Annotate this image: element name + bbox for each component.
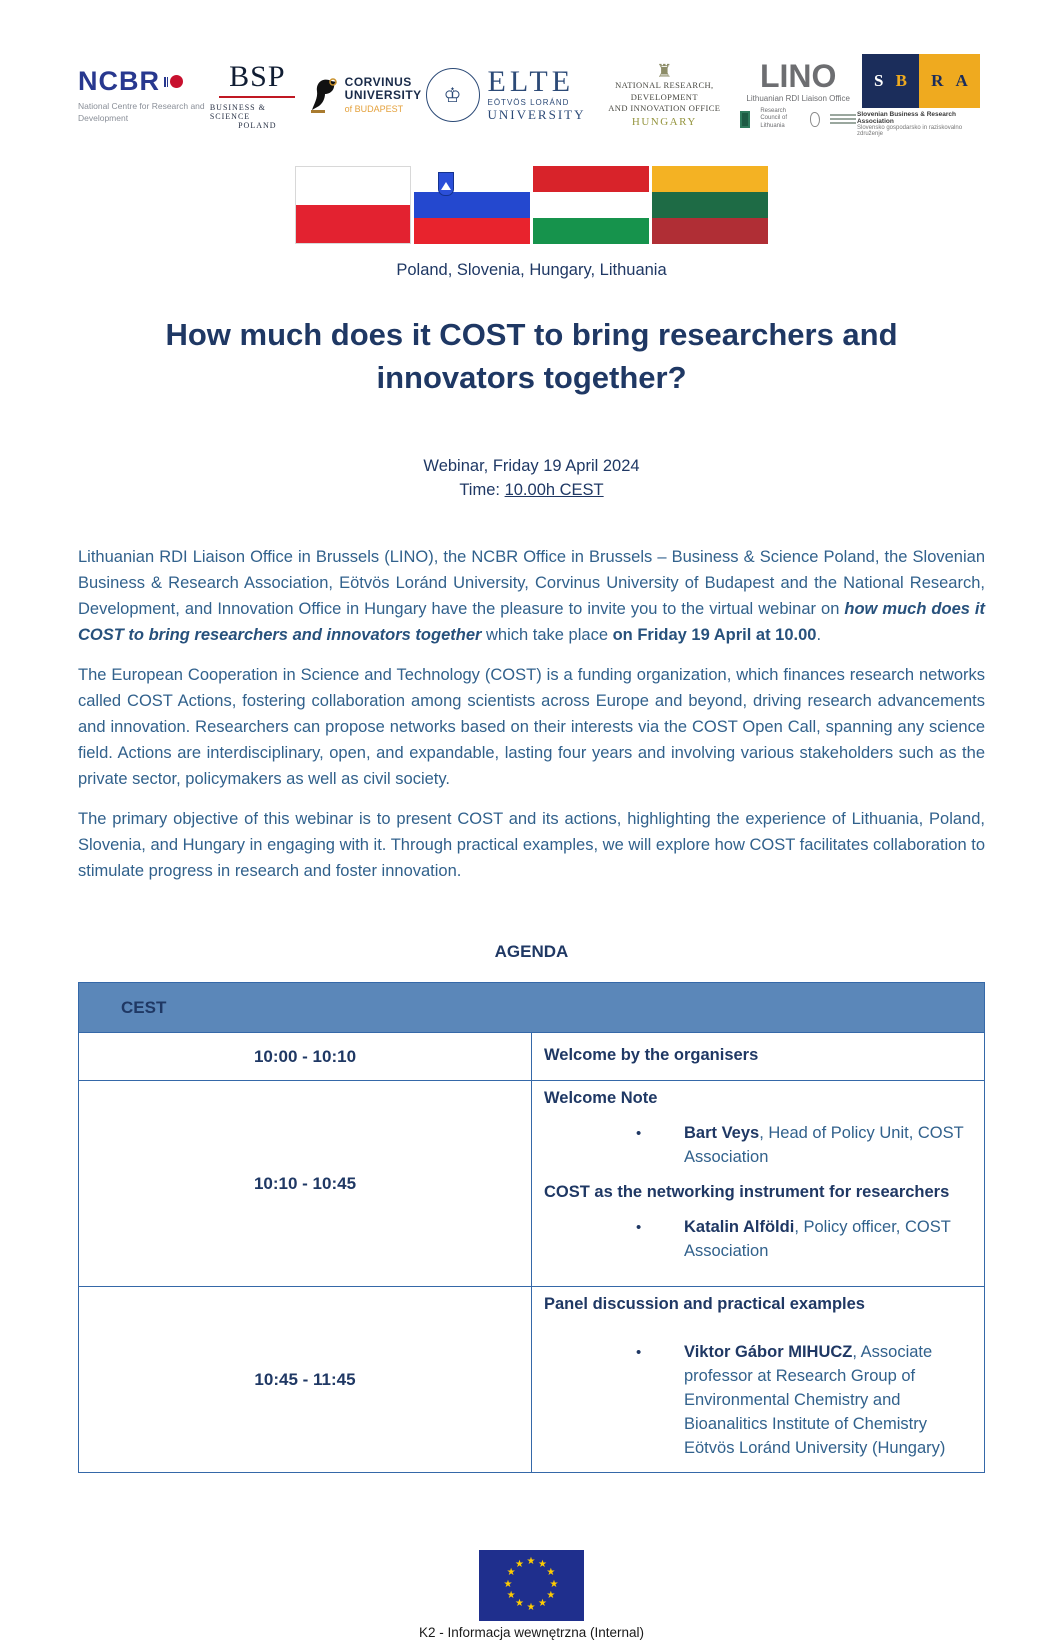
agenda-item-heading: Welcome Note	[544, 1089, 658, 1107]
bsp-wordmark: BSP	[229, 60, 286, 93]
elte-logo	[426, 67, 586, 123]
hungary-flag	[533, 166, 649, 244]
agenda-time-3: 10:45 - 11:45	[79, 1287, 532, 1473]
bsp-tagline-2: POLAND	[238, 121, 277, 130]
nrdi-line3: HUNGARY	[631, 115, 697, 128]
corvinus-line2: UNIVERSITY	[344, 88, 422, 102]
flags-row	[78, 166, 985, 244]
speaker-bullet	[636, 1121, 970, 1169]
sbra-letter-b: B	[895, 70, 907, 90]
slovenia-crest-icon	[438, 172, 454, 196]
research-council-lithuania-icon	[740, 111, 751, 128]
sbra-mark	[862, 54, 980, 108]
speaker-name: Katalin Alföldi	[684, 1218, 795, 1236]
elte-tagline-2: UNIVERSITY	[487, 107, 586, 122]
bullet-icon	[636, 1340, 684, 1460]
bullet-icon	[636, 1121, 684, 1169]
lithuania-flag	[652, 166, 768, 244]
agenda-time-2: 10:10 - 10:45	[79, 1081, 532, 1287]
corvinus-line1: CORVINUS	[344, 74, 412, 89]
page-title	[78, 313, 985, 399]
sbra-letter-r: R	[931, 70, 944, 90]
speaker-bullet	[636, 1215, 970, 1263]
speaker-role: , Head of Policy Unit, COST Association	[684, 1124, 964, 1166]
sbra-tagline-2: Slovensko gospodarsko in raziskovalno združenje	[856, 124, 963, 137]
title-line2: innovators together?	[376, 360, 687, 395]
cost-description-paragraph: The European Cooperation in Science and Technology (COST) is a funding organization, which finances research networks called COST Actions, fostering collaboration among scientists across Europe and beyond, driving research advancements and innovation. Researchers can propose networks based on their interests via the COST Open Call, spanning any science field. Actions are interdisciplinary, open, and expandable, lasting four years and involving various stakeholders such as the private sector, policymakers as well as civil society.	[78, 666, 985, 788]
objective-paragraph: The primary objective of this webinar is to present COST and its actions, highlighting the experience of Lithuania, Poland, Slovenia, and Hungary in engaging with it. Through practical examples, we will explore how COST facilitates collaboration to stimulate progress in research and foster innovation.	[78, 810, 985, 880]
speaker-role: , Associate professor at Research Group of Environmental Chemistry and Bioanalitics Institute of Chemistry Eötvös Loránd University (Hungary)	[684, 1343, 946, 1457]
hungary-crest-icon: ♜	[656, 61, 673, 82]
bsp-tagline: BUSINESS & SCIENCE	[209, 103, 266, 121]
speaker-role: , Policy officer, COST Association	[684, 1218, 951, 1260]
bullet-icon	[636, 1215, 684, 1263]
elte-seal-icon: ♔	[426, 68, 480, 122]
lino-logo	[743, 57, 853, 131]
classification-footer: K2 - Informacja wewnętrzna (Internal)	[418, 1625, 645, 1640]
nrdi-hungary-logo	[589, 62, 739, 127]
flags-caption: Poland, Slovenia, Hungary, Lithuania	[396, 261, 667, 279]
corvinus-logo	[309, 76, 422, 114]
eu-flag	[479, 1550, 584, 1621]
ncbr-dot-icon	[164, 75, 183, 88]
agenda-item-heading: Panel discussion and practical examples	[544, 1295, 865, 1313]
elte-tagline: EÖTVÖS LORÁND	[487, 98, 570, 107]
ncbr-wordmark: NCBR	[78, 66, 160, 97]
title-line1: How much does it COST to bring researchers and	[165, 317, 898, 352]
bsp-logo	[210, 60, 305, 130]
sbra-tagline: Slovenian Business & Research Association	[856, 110, 956, 125]
bsp-rule	[219, 96, 295, 98]
sbra-logo	[857, 54, 985, 137]
event-time: Time: 10.00h CEST	[459, 481, 604, 499]
agenda-row-3	[79, 1287, 985, 1473]
speaker-name: Viktor Gábor MIHUCZ	[684, 1343, 853, 1361]
agenda-column-header: CEST	[79, 983, 985, 1033]
lino-tagline: Lithuanian RDI Liaison Office	[746, 93, 850, 103]
lino-partner-icon	[810, 112, 820, 127]
intro-paragraph: Lithuanian RDI Liaison Office in Brussels (LINO), the NCBR Office in Brussels – Business & Science Poland, the Slovenian Business & Research Association, Eötvös Loránd University, Corvinus University of Budapest and the National Research, Development, and Innovation Office in Hungary have the pleasure to invite you to the virtual webinar on how much does it COST to bring researchers and innovators together which take place on Friday 19 April at 10.00.	[78, 548, 986, 644]
elte-wordmark: ELTE	[487, 65, 575, 98]
sbra-letter-s: S	[874, 70, 884, 90]
lino-partner-textlines	[830, 114, 856, 124]
agenda-item-heading: COST as the networking instrument for researchers	[544, 1183, 950, 1201]
ncbr-tagline: National Centre for Research and Development	[78, 101, 205, 123]
lino-wordmark: LINO	[759, 57, 837, 94]
nrdi-line2: AND INNOVATION OFFICE	[608, 103, 721, 114]
poland-flag	[295, 166, 411, 244]
agenda-row-2	[79, 1081, 985, 1287]
webinar-title-inline: how much does it COST to bring researchers and innovators together	[78, 600, 986, 644]
speaker-bullet	[636, 1340, 970, 1460]
event-time-value: 10.00h CEST	[504, 481, 604, 499]
agenda-row-1	[79, 1033, 985, 1081]
raven-icon	[309, 76, 339, 114]
agenda-item-title: Welcome by the organisers	[544, 1046, 759, 1064]
sbra-letter-a: A	[955, 70, 968, 90]
date-inline: on Friday 19 April at 10.00	[612, 626, 817, 644]
partner-logos-band	[78, 50, 985, 140]
speaker-name: Bart Veys	[684, 1124, 760, 1142]
event-details	[78, 454, 985, 502]
agenda-time-1: 10:00 - 10:10	[79, 1033, 532, 1081]
corvinus-line3: of BUDAPEST	[344, 104, 404, 115]
agenda-heading: AGENDA	[494, 942, 569, 961]
slovenia-flag	[414, 166, 530, 244]
ncbr-logo	[78, 66, 206, 123]
nrdi-line1: NATIONAL RESEARCH, DEVELOPMENT	[615, 80, 714, 102]
agenda-table	[78, 982, 985, 1473]
research-council-lithuania-label: Research Council of Lithuania	[760, 107, 788, 129]
event-date: Webinar, Friday 19 April 2024	[423, 457, 640, 475]
